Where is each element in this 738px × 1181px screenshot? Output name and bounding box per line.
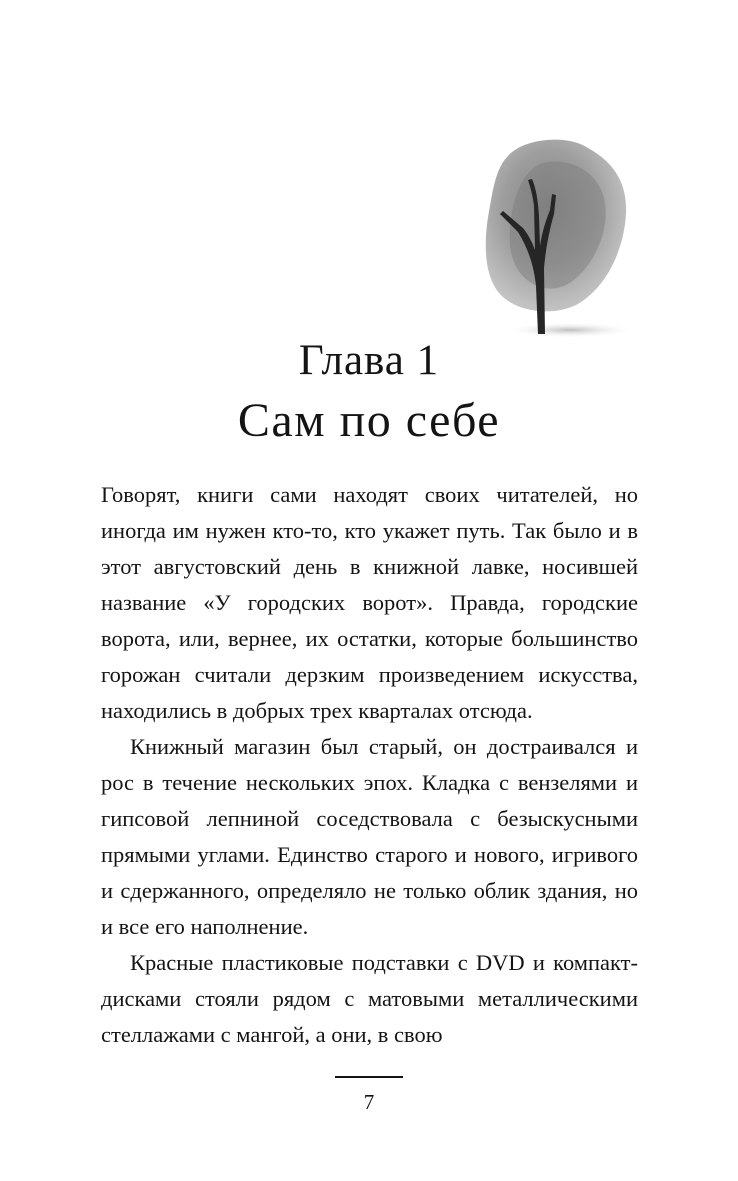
body-text bbox=[101, 477, 638, 1053]
chapter-title: Сам по себе bbox=[237, 394, 501, 447]
paragraph-2: Книжный магазин был старый, он достраивался и рос в течение нескольких эпох. Кладка с вензелями и гипсовой лепниной соседствовала с безыскусными прямыми углами. Единство старого и нового, игривого и сдержанного, определяло не только облик здания, но и все его наполнение. bbox=[101, 734, 638, 939]
tree-illustration-icon bbox=[478, 136, 642, 342]
paragraph-1: Говорят, книги сами находят своих читателей, но иногда им нужен кто-то, кто укажет путь. Так было и в этот августовский день в книжной лавке, носившей название «У городских ворот». Правда, городские ворота, или, вернее, их остатки, которые большинство горожан считали дерзким произведением искусства, находились в добрых трех кварталах отсюда. bbox=[101, 482, 638, 723]
tree-shadow bbox=[504, 322, 636, 338]
page-number: 7 bbox=[363, 1090, 375, 1114]
folio-rule bbox=[335, 1076, 403, 1078]
chapter-number: Глава 1 bbox=[298, 337, 440, 384]
paragraph-3: Красные пластиковые подставки с DVD и компакт-дисками стояли рядом с матовыми металлическими стеллажами с мангой, а они, в свою bbox=[101, 950, 638, 1047]
